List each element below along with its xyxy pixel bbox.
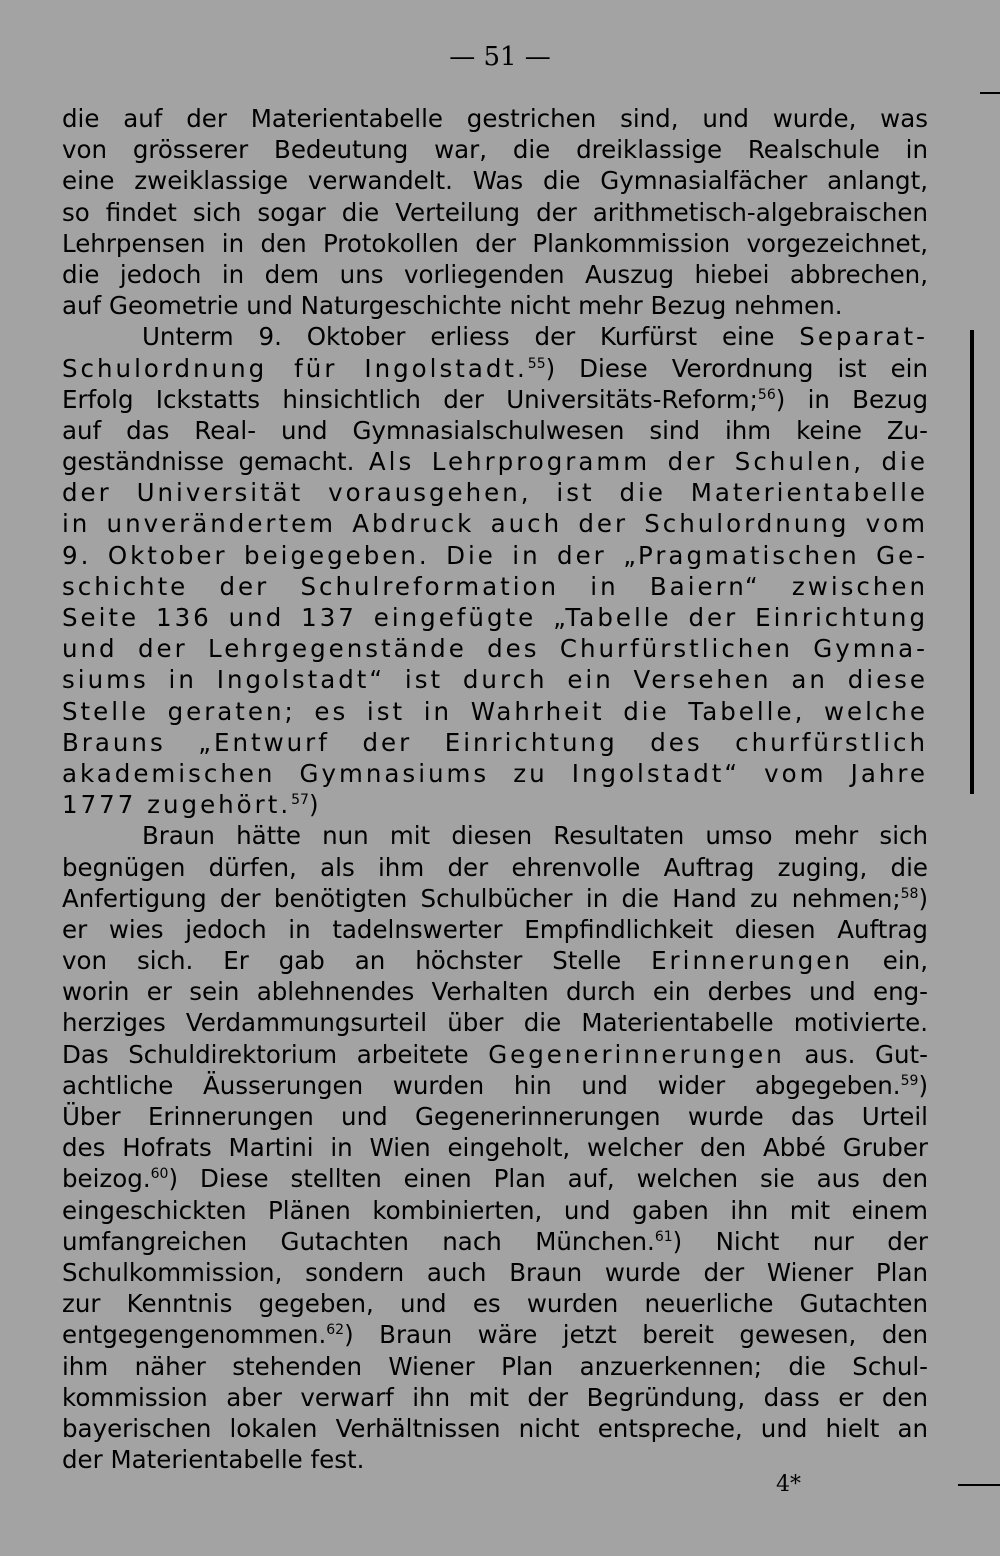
text-line	[62, 758, 928, 789]
text-line	[62, 1319, 928, 1350]
text-line	[62, 103, 928, 134]
line-sup: 61	[654, 1228, 673, 1245]
text-line	[62, 1007, 928, 1038]
line-spaced: Brauns „Entwurf der Einrichtung des churfürstlich	[62, 727, 928, 757]
text-line	[62, 664, 928, 695]
line-post: ein,	[852, 946, 928, 976]
text-line	[62, 571, 928, 602]
text-line	[62, 1163, 928, 1194]
text-line	[62, 633, 928, 664]
line-text: eingeschickten Plänen kombinierten, und gaben ihn mit einem	[62, 1195, 928, 1225]
line-text: so findet sich sogar die Verteilung der arithmetisch-algebraischen	[62, 197, 928, 227]
line-text: des Hofrats Martini in Wien eingeholt, welcher den Abbé Gruber	[62, 1133, 928, 1163]
line-sup: 58	[900, 885, 919, 902]
text-line	[62, 1288, 928, 1319]
line-spaced: schichte der Schulreformation in Baiern“ zwischen	[62, 571, 928, 601]
line-text: begnügen dürfen, als ihm der ehrenvolle Auftrag zuging, die	[62, 852, 928, 882]
line-text: Erfolg Ickstatts hinsichtlich der Universitäts-Reform;	[62, 384, 758, 414]
line-post: ) Diese stellten einen Plan auf, welchen sie aus den	[168, 1164, 928, 1194]
text-line	[62, 1070, 928, 1101]
text-line	[62, 508, 928, 539]
line-text: Lehrpensen in den Protokollen der Plankommission vorgezeichnet,	[62, 228, 928, 258]
line-pre: geständnisse gemacht.	[62, 447, 369, 477]
line-text: bayerischen lokalen Verhältnissen nicht entspreche, und hielt an	[62, 1413, 928, 1443]
line-text: der Materientabelle fest.	[62, 1445, 365, 1475]
body-text	[62, 103, 928, 1475]
text-line	[62, 1195, 928, 1226]
text-line	[62, 415, 928, 446]
line-post: ) in Bezug	[775, 384, 928, 414]
line-sup: 62	[326, 1322, 345, 1339]
line-spaced: 1777 zugehört.	[62, 790, 292, 820]
line-spaced: Seite 136 und 137 eingefügte „Tabelle der Einrichtung	[62, 603, 928, 632]
line-text: eine zweiklassige verwandelt. Was die Gymnasialfächer anlangt,	[62, 166, 928, 196]
line-spaced: der Universität vorausgehen, ist die Materientabelle	[62, 478, 928, 508]
line-spaced: akademischen Gymnasiums zu Ingolstadt“ vom Jahre	[62, 758, 928, 788]
text-line	[62, 883, 928, 914]
text-line	[62, 976, 928, 1007]
line-sup: 55	[527, 355, 546, 372]
text-line	[62, 1039, 928, 1070]
line-text: auf das Real- und Gymnasialschulwesen sind ihm keine Zu-	[62, 415, 928, 445]
printer-signature: 4*	[776, 1472, 801, 1497]
line-text: die auf der Materientabelle gestrichen sind, und wurde, was	[62, 104, 928, 133]
line-text: Über Erinnerungen und Gegenerinnerungen wurde das Urteil	[62, 1102, 928, 1131]
line-text: beizog.	[62, 1164, 151, 1194]
line-text: Schulkommission, sondern auch Braun wurde der Wiener Plan	[62, 1257, 928, 1287]
line-spaced: Erinnerungen	[651, 946, 853, 976]
line-text: kommission aber verwarf ihn mit der Begründung, dass er den	[62, 1382, 928, 1412]
text-line	[62, 1413, 928, 1444]
text-line	[62, 446, 928, 477]
line-sup: 59	[900, 1072, 919, 1089]
line-pre: Unterm 9. Oktober erliess der Kurfürst eine	[142, 322, 800, 352]
line-post: ) Diese Verordnung ist ein	[545, 353, 928, 383]
text-line	[62, 477, 928, 508]
text-line	[62, 602, 928, 633]
page-number: — 51 —	[449, 42, 551, 72]
line-text: ihm näher stehenden Wiener Plan anzuerkennen; die Schul-	[62, 1351, 928, 1381]
line-pre: Das Schuldirektorium arbeitete	[62, 1039, 489, 1069]
line-post: )	[918, 883, 928, 913]
text-line	[62, 165, 928, 196]
text-line	[62, 1101, 928, 1132]
line-post: )	[918, 1070, 928, 1100]
line-text: umfangreichen Gutachten nach München.	[62, 1226, 655, 1256]
line-sup: 56	[757, 386, 776, 403]
text-line	[62, 197, 928, 228]
line-text: die jedoch in dem uns vorliegenden Auszug hiebei abbrechen,	[62, 259, 928, 289]
text-line	[62, 789, 928, 820]
line-post: ) Nicht nur der	[672, 1226, 928, 1256]
line-text: Anfertigung der benötigten Schulbücher in die Hand zu nehmen;	[62, 883, 901, 913]
line-pre: von sich. Er gab an höchster Stelle	[62, 946, 652, 976]
line-post: aus. Gut-	[784, 1039, 928, 1069]
line-spaced: in unverändertem Abdruck auch der Schulordnung vom	[62, 509, 928, 539]
margin-line	[970, 330, 974, 794]
text-line	[62, 1351, 928, 1382]
margin-dash-top	[980, 92, 1000, 94]
margin-dash-bottom	[958, 1484, 1000, 1486]
line-post: )	[308, 790, 319, 820]
line-text: worin er sein ablehnendes Verhalten durch ein derbes und eng-	[62, 977, 928, 1007]
text-line	[62, 1132, 928, 1163]
line-spaced: 9. Oktober beigegeben. Die in der „Pragmatischen Ge-	[62, 540, 928, 570]
text-line	[62, 1226, 928, 1257]
line-text: Braun hätte nun mit diesen Resultaten umso mehr sich	[142, 821, 928, 851]
text-line	[62, 353, 928, 384]
text-line	[62, 727, 928, 758]
line-spaced: und der Lehrgegenstände des Churfürstlichen Gymna-	[62, 634, 928, 664]
line-text: entgegengenommen.	[62, 1320, 327, 1350]
line-spaced: Schulordnung für Ingolstadt.	[62, 353, 528, 383]
text-line	[62, 852, 928, 883]
line-spaced: siums in Ingolstadt“ ist durch ein Versehen an diese	[62, 665, 928, 695]
text-line	[62, 321, 928, 352]
line-text: er wies jedoch in tadelnswerter Empfindlichkeit diesen Auftrag	[62, 914, 928, 944]
text-line	[62, 228, 928, 259]
line-post: ) Braun wäre jetzt bereit gewesen, den	[344, 1320, 928, 1350]
text-line	[62, 914, 928, 945]
text-line	[62, 696, 928, 727]
line-text: auf Geometrie und Naturgeschichte nicht mehr Bezug nehmen.	[62, 291, 843, 321]
line-sup: 60	[150, 1166, 169, 1183]
line-text: zur Kenntnis gegeben, und es wurden neuerliche Gutachten	[62, 1289, 928, 1319]
text-line	[62, 259, 928, 290]
text-line	[62, 1257, 928, 1288]
line-text: herziges Verdammungsurteil über die Materientabelle motivierte.	[62, 1008, 928, 1038]
text-line	[62, 820, 928, 851]
text-line	[62, 384, 928, 415]
text-line	[62, 1444, 928, 1475]
line-sup: 57	[291, 791, 309, 808]
line-spaced: Als Lehrprogramm der Schulen, die	[368, 447, 928, 477]
text-line	[62, 540, 928, 571]
line-spaced: Stelle geraten; es ist in Wahrheit die Tabelle, welche	[62, 696, 928, 726]
text-line	[62, 1382, 928, 1413]
line-text: von grösserer Bedeutung war, die dreiklassige Realschule in	[62, 135, 928, 165]
line-spaced: Gegenerinnerungen	[488, 1039, 785, 1069]
line-text: achtliche Äusserungen wurden hin und wider abgegeben.	[62, 1070, 901, 1100]
line-spaced: Separat-	[799, 322, 928, 352]
text-line	[62, 134, 928, 165]
text-line	[62, 945, 928, 976]
text-line	[62, 290, 928, 321]
